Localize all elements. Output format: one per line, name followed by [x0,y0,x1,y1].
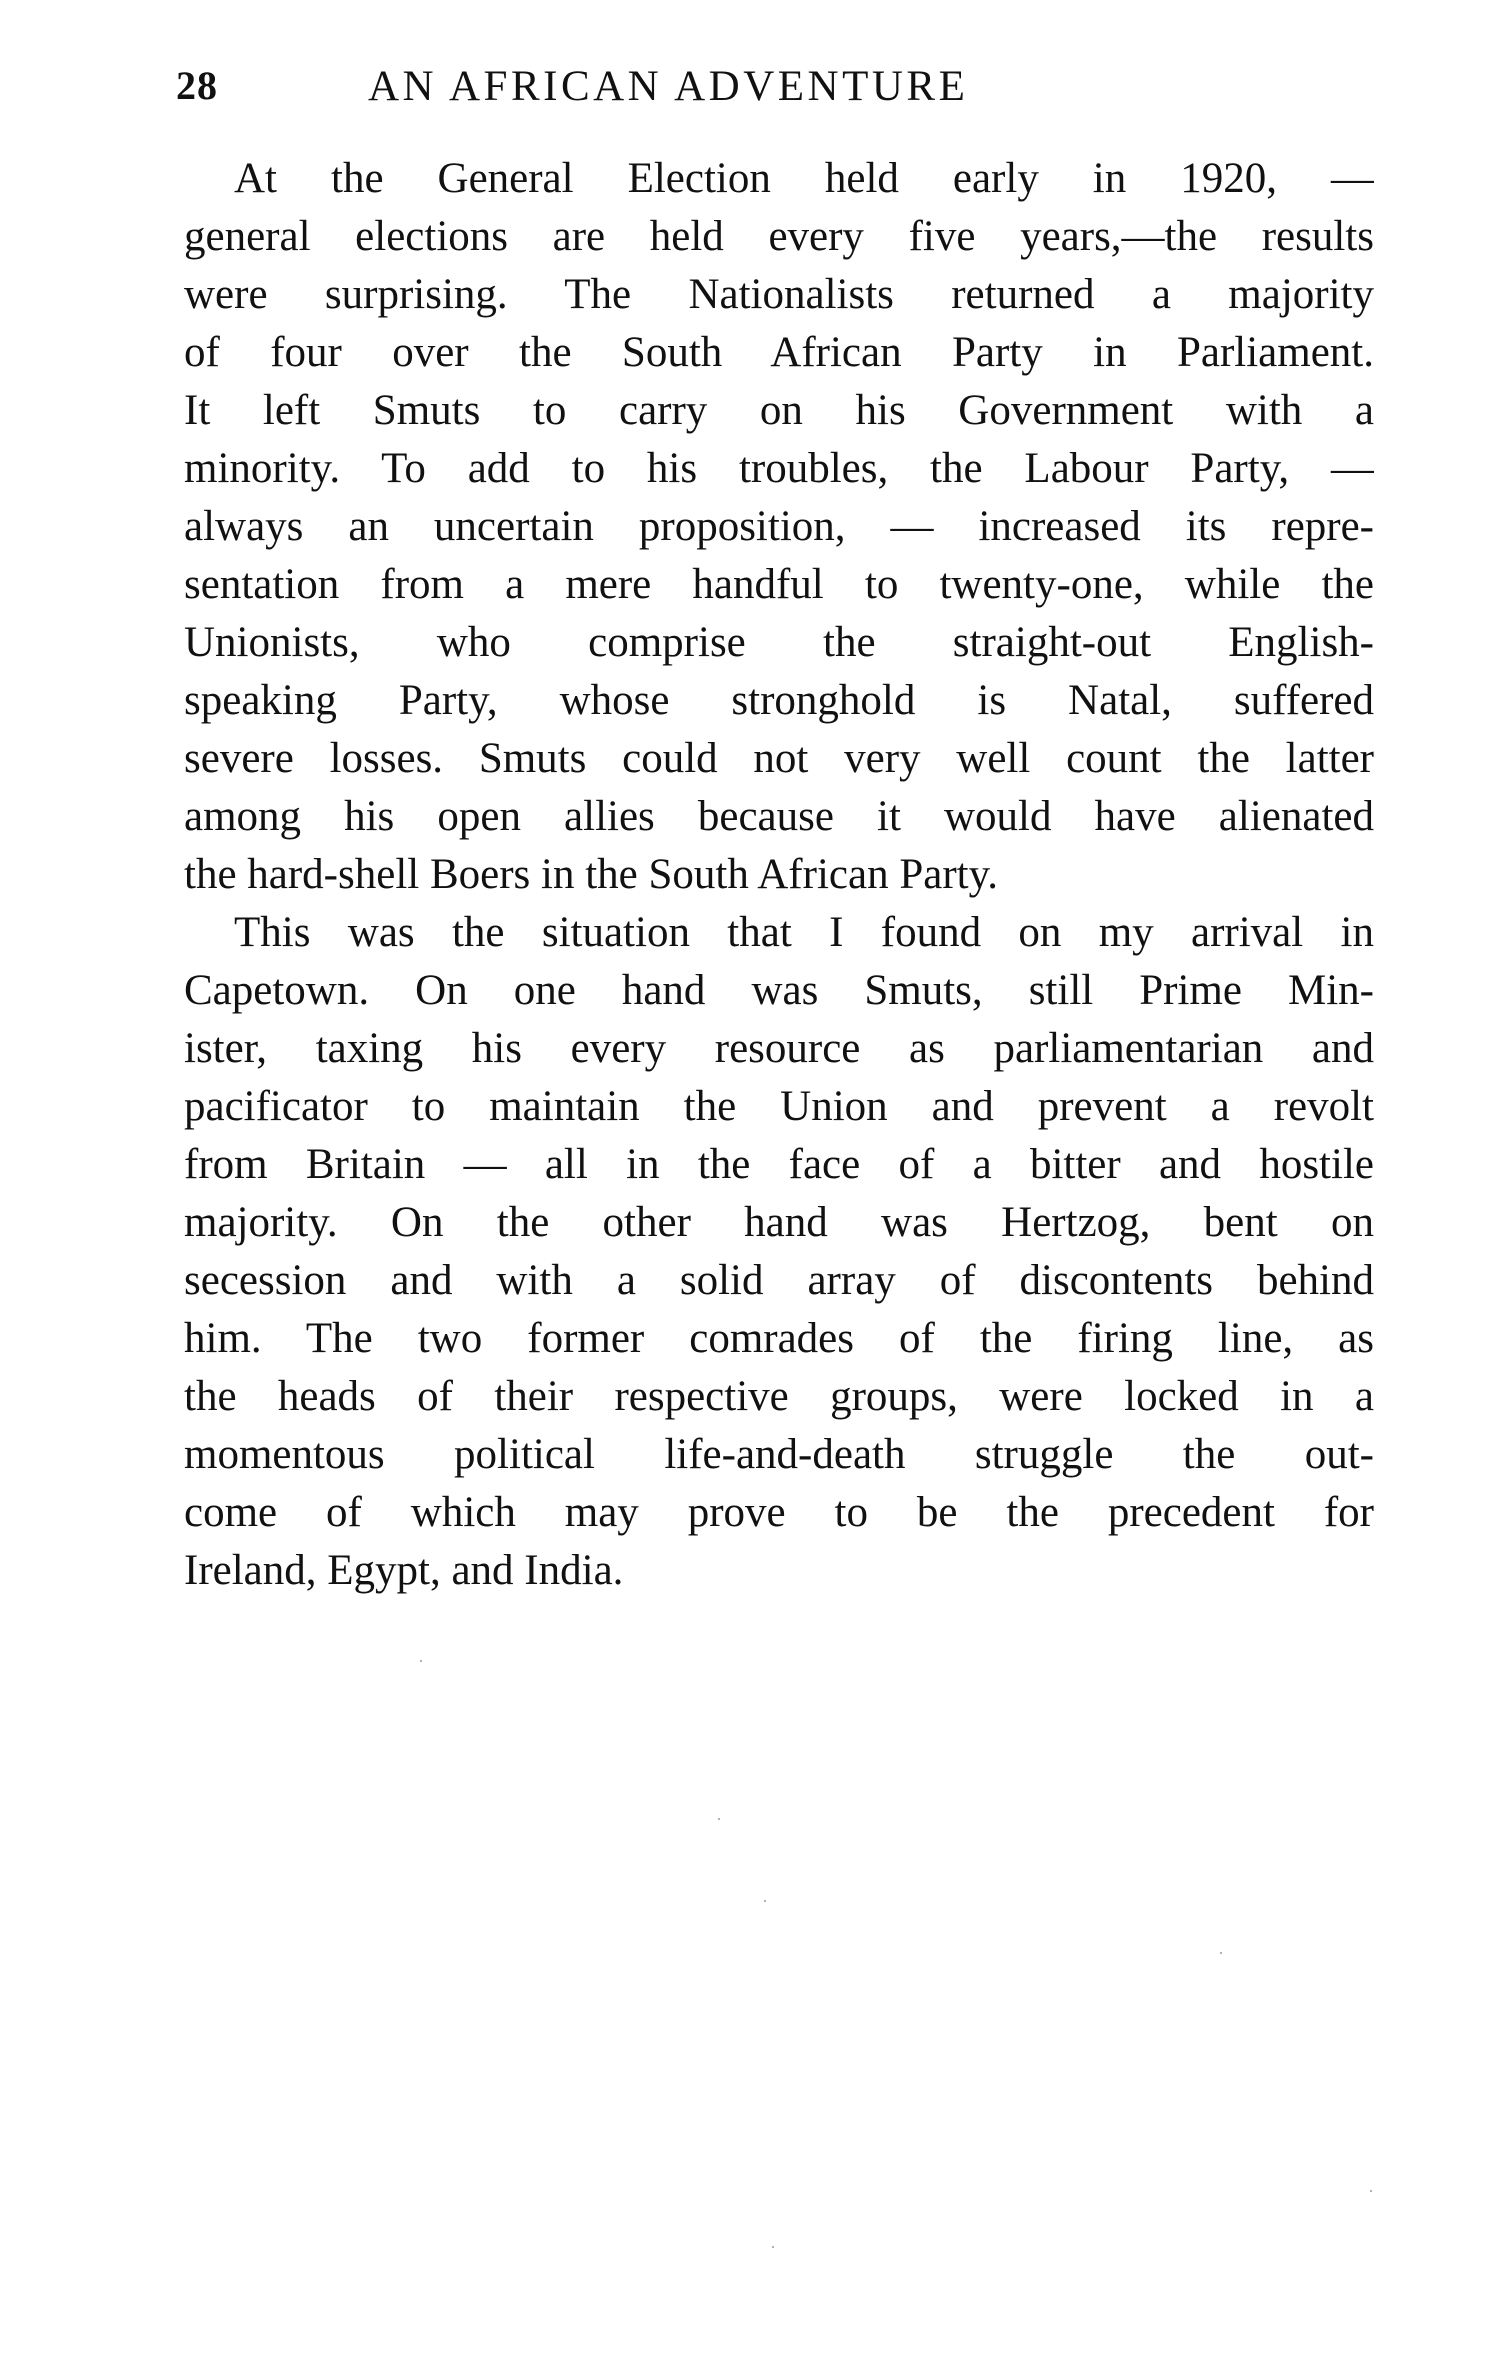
text-line: him. The two former comrades of the firing line, as [184,1315,1374,1362]
text-line: pacificator to maintain the Union and prevent a revolt [184,1083,1374,1130]
scan-speck [772,2246,774,2248]
text-line: come of which may prove to be the precedent for [184,1489,1374,1536]
running-title: AN AFRICAN ADVENTURE [368,63,969,110]
text-line: minority. To add to his troubles, the Labour Party, — [184,445,1374,492]
text-line: among his open allies because it would have alienated [184,793,1374,840]
running-head [176,62,1176,122]
text-line: This was the situation that I found on my arrival in [234,909,1374,956]
text-line: majority. On the other hand was Hertzog, bent on [184,1199,1374,1246]
text-line: Unionists, who comprise the straight-out English- [184,619,1374,666]
text-line: from Britain — all in the face of a bitter and hostile [184,1141,1374,1188]
text-line: speaking Party, whose stronghold is Natal, suffered [184,677,1374,724]
text-line: Ireland, Egypt, and India. [184,1547,624,1594]
text-line: severe losses. Smuts could not very well count the latter [184,735,1374,782]
paragraph-2 [184,904,1374,1600]
page-number: 28 [176,63,218,108]
scan-speck [420,1660,422,1662]
text-line: momentous political life-and-death struggle the out- [184,1431,1374,1478]
text-line: Capetown. On one hand was Smuts, still Prime Min- [184,967,1374,1014]
scan-speck [764,1900,766,1902]
scan-speck [1370,2190,1372,2192]
scan-speck [718,1818,720,1820]
text-line: ister, taxing his every resource as parliamentarian and [184,1025,1374,1072]
text-line: of four over the South African Party in Parliament. [184,329,1374,376]
scan-speck [1220,1952,1222,1954]
text-line: always an uncertain proposition, — increased its repre- [184,503,1374,550]
text-line: secession and with a solid array of discontents behind [184,1257,1374,1304]
text-line: At the General Election held early in 1920, — [234,155,1374,202]
text-line: the heads of their respective groups, were locked in a [184,1373,1374,1420]
text-line: the hard-shell Boers in the South African Party. [184,851,999,898]
body-text [184,150,1374,1600]
text-line: were surprising. The Nationalists returned a majority [184,271,1374,318]
text-line: It left Smuts to carry on his Government with a [184,387,1374,434]
text-line: general elections are held every five years,—the results [184,213,1374,260]
paragraph-1 [184,150,1374,904]
text-line: sentation from a mere handful to twenty-one, while the [184,561,1374,608]
